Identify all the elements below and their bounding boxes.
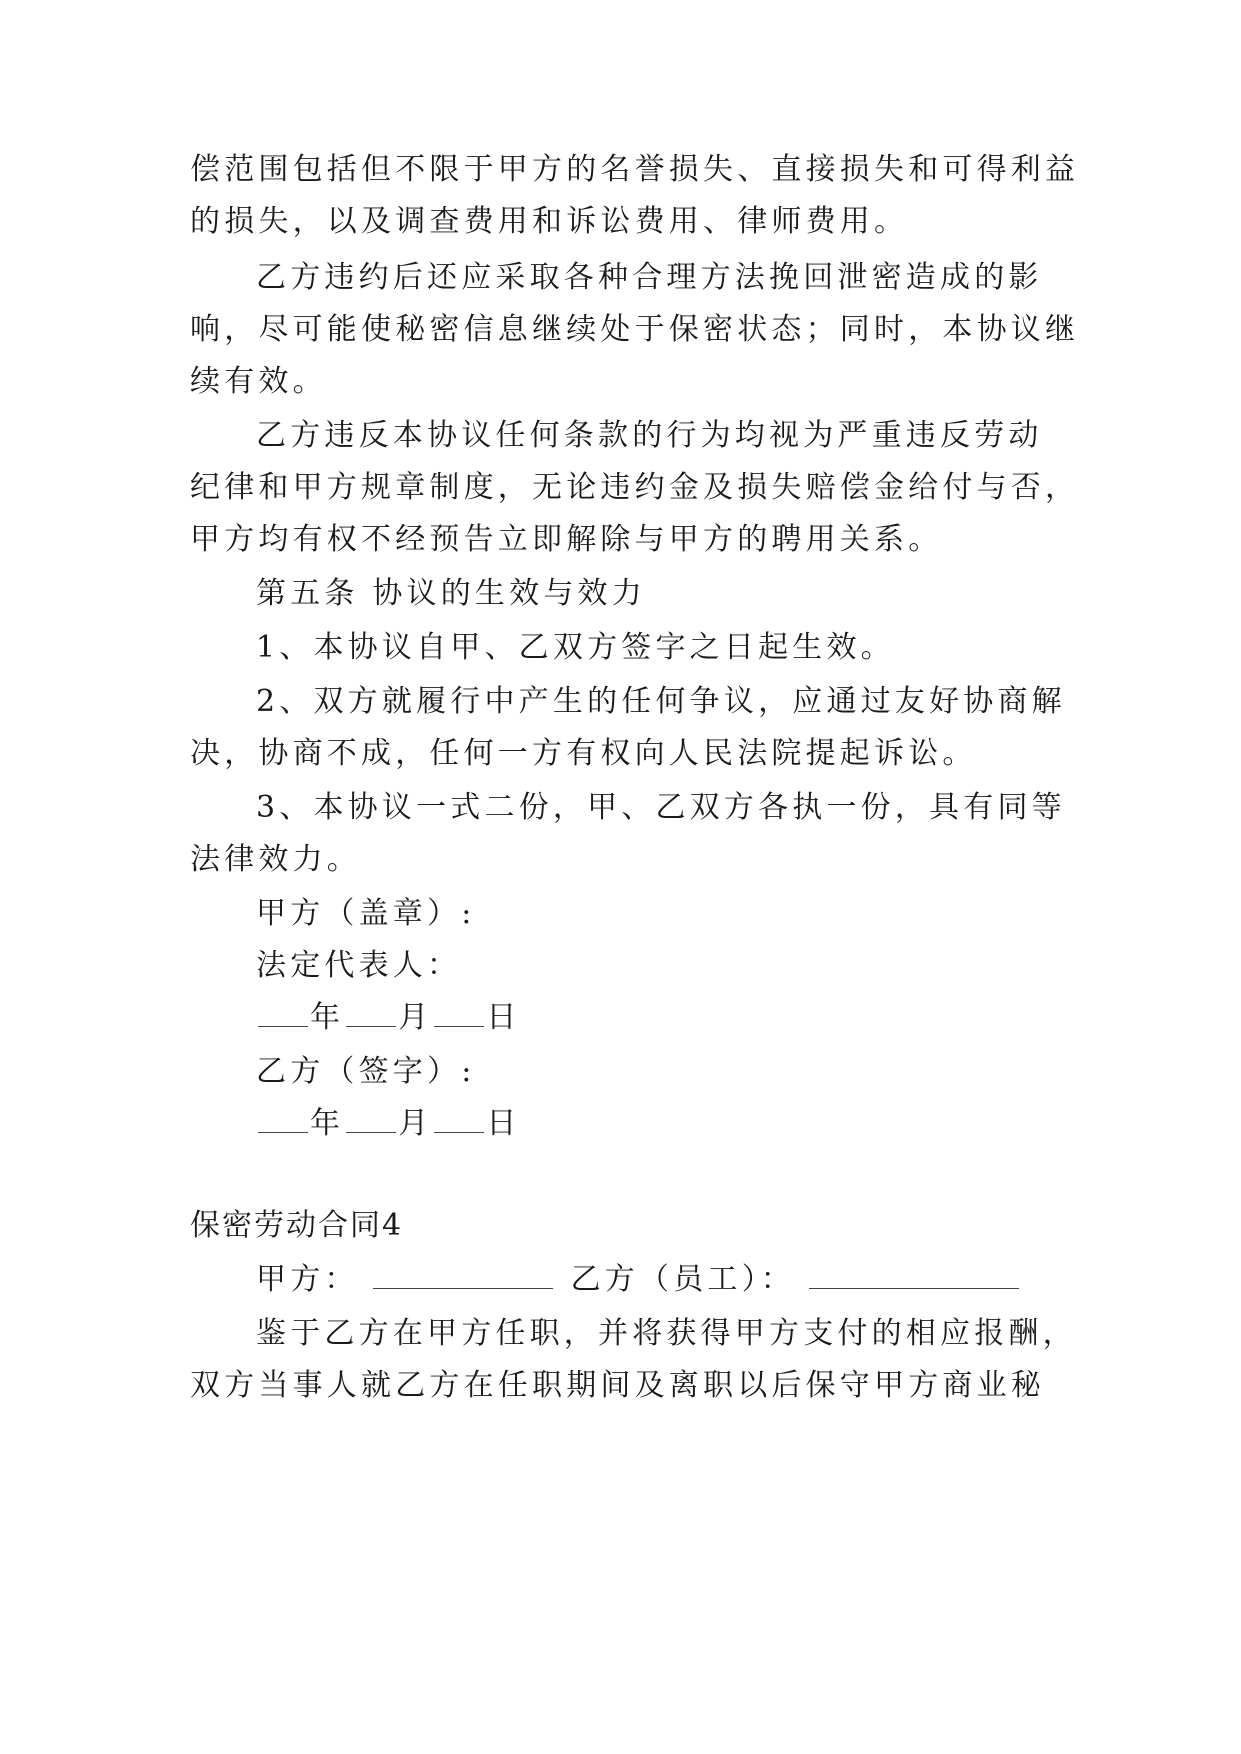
day-label: 日 (486, 1106, 521, 1141)
day-blank[interactable] (434, 1106, 484, 1133)
paragraph-line: 3、本协议一式二份，甲、乙双方各执一份，具有同等 (256, 790, 1066, 825)
paragraph-line: 1、本协议自甲、乙双方签字之日起生效。 (256, 630, 895, 665)
paragraph-line: 鉴于乙方在甲方任职，并将获得甲方支付的相应报酬， (256, 1316, 1077, 1351)
party-a-seal-label: 甲方（盖章）: (256, 896, 476, 931)
party-b-sign-label: 乙方（签字）: (256, 1054, 476, 1089)
paragraph-line: 的损失，以及调查费用和诉讼费用、律师费用。 (190, 204, 909, 239)
paragraph-line: 响，尽可能使秘密信息继续处于保密状态；同时，本协议继 (190, 312, 1080, 347)
month-label: 月 (398, 1106, 433, 1141)
section-heading: 第五条 协议的生效与效力 (256, 576, 646, 611)
year-blank[interactable] (258, 1000, 308, 1027)
paragraph-line: 甲方均有权不经预告立即解除与甲方的聘用关系。 (190, 522, 943, 557)
party-a-blank[interactable] (373, 1262, 553, 1289)
paragraph-line: 纪律和甲方规章制度，无论违约金及损失赔偿金给付与否， (190, 470, 1080, 505)
legal-rep-label: 法定代表人： (256, 948, 462, 983)
paragraph-line: 2、双方就履行中产生的任何争议，应通过友好协商解 (256, 684, 1066, 719)
year-blank[interactable] (258, 1106, 308, 1133)
date-line-a (256, 998, 1136, 1038)
date-line-b (256, 1104, 1136, 1144)
paragraph-line: 双方当事人就乙方在任职期间及离职以后保守甲方商业秘 (190, 1368, 1045, 1403)
day-blank[interactable] (434, 1000, 484, 1027)
party-a-label: 甲方： (256, 1262, 359, 1297)
paragraph-line: 偿范围包括但不限于甲方的名誉损失、直接损失和可得利益 (190, 152, 1080, 187)
paragraph-line: 乙方违反本协议任何条款的行为均视为严重违反劳动 (256, 418, 1043, 453)
paragraph-line: 决，协商不成，任何一方有权向人民法院提起诉讼。 (190, 736, 977, 771)
paragraph-line: 法律效力。 (190, 842, 361, 877)
day-label: 日 (486, 1000, 521, 1035)
contract-title: 保密劳动合同4 (190, 1208, 404, 1243)
party-fields-line (256, 1260, 1136, 1300)
year-label: 年 (310, 1000, 345, 1035)
month-blank[interactable] (346, 1106, 396, 1133)
paragraph-line: 乙方违约后还应采取各种合理方法挽回泄密造成的影 (256, 260, 1043, 295)
paragraph-line: 续有效。 (190, 364, 327, 399)
month-label: 月 (398, 1000, 433, 1035)
year-label: 年 (310, 1106, 345, 1141)
party-b-blank[interactable] (809, 1262, 1019, 1289)
party-b-label: 乙方（员工）： (570, 1262, 796, 1297)
month-blank[interactable] (346, 1000, 396, 1027)
